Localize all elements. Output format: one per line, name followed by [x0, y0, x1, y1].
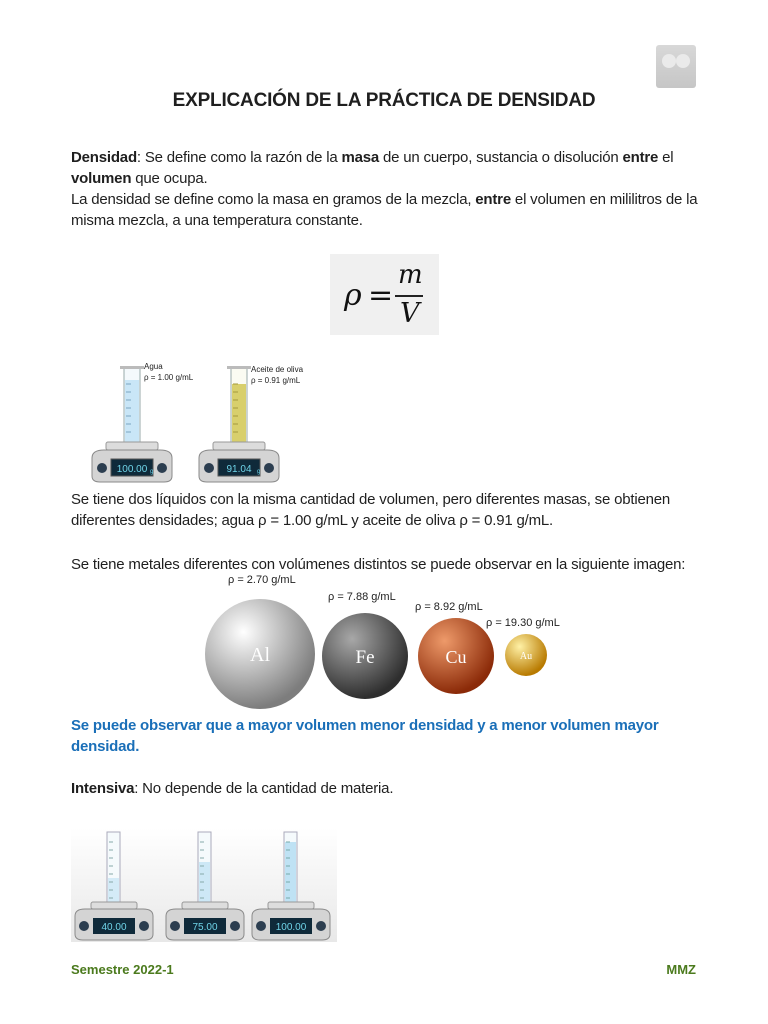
water-cylinder: [120, 366, 144, 444]
scale-2-reading: 75.00: [192, 922, 218, 933]
density-definition: [71, 147, 711, 231]
fe-symbol: Fe: [355, 647, 375, 668]
footer-semester: Semestre 2022-1: [71, 962, 174, 977]
definition-line-1: Densidad: Se define como la razón de la masa de un cuerpo, sustancia o disolución entre el: [71, 149, 674, 166]
cu-symbol: Cu: [445, 647, 467, 667]
water-scale-reading: 100.00: [116, 464, 148, 475]
footer-initials: MMZ: [666, 962, 696, 977]
al-symbol: Al: [250, 644, 270, 666]
intensive-scales-illustration: [71, 828, 337, 942]
metals-intro: Se tiene metales diferentes con volúmenes distintos se puede observar en la siguiente imagen:: [71, 556, 686, 573]
al-density-label: ρ = 2.70 g/mL: [228, 574, 296, 586]
liquids-explanation: [71, 489, 711, 531]
document-logo-icon: [656, 45, 696, 88]
metals-spheres-illustration: [200, 572, 580, 712]
formula-rho: ρ: [344, 278, 362, 313]
conclusion-line-2: densidad.: [71, 738, 140, 755]
oil-density-label: ρ = 0.91 g/mL: [251, 376, 301, 385]
intensive-label: Intensiva: [71, 780, 135, 797]
cu-density-label: ρ = 8.92 g/mL: [415, 601, 483, 613]
oil-label: Aceite de oliva: [251, 365, 304, 374]
fe-density-label: ρ = 7.88 g/mL: [328, 591, 396, 603]
intensive-definition: [71, 778, 711, 799]
formula-equals: =: [368, 278, 394, 313]
volume-density-conclusion: [71, 715, 711, 757]
page-title: EXPLICACIÓN DE LA PRÁCTICA DE DENSIDAD: [172, 90, 596, 111]
water-density-label: ρ = 1.00 g/mL: [144, 373, 194, 382]
liquids-explanation-line-1: Se tiene dos líquidos con la misma cantidad de volumen, pero diferentes masas, se obtienen: [71, 491, 671, 508]
scale-3-reading: 100.00: [275, 922, 307, 933]
formula-numerator: m: [398, 260, 423, 290]
liquids-explanation-line-2: diferentes densidades; agua ρ = 1.00 g/mL y aceite de oliva ρ = 0.91 g/mL.: [71, 512, 554, 529]
water-label: Agua: [144, 362, 163, 371]
conclusion-line-1: Se puede observar que a mayor volumen menor densidad y a menor volumen mayor: [71, 717, 659, 734]
water-scale: [92, 442, 172, 482]
scale-1-reading: 40.00: [101, 922, 127, 933]
oil-scale-reading: 91.04: [226, 464, 252, 475]
oil-scale: [199, 442, 279, 482]
definition-line-2: volumen que ocupa.: [71, 170, 208, 187]
definition-line-4: misma mezcla, a una temperatura constante.: [71, 212, 363, 229]
intensive-text: : No depende de la cantidad de materia.: [134, 780, 394, 797]
definition-line-3: La densidad se define como la masa en gramos de la mezcla, entre el volumen en mililitros de la: [71, 191, 698, 208]
liquids-scales-illustration: [74, 354, 324, 484]
density-formula: [330, 254, 439, 335]
formula-denominator: V: [400, 298, 420, 329]
oil-cylinder: [227, 366, 251, 444]
au-density-label: ρ = 19.30 g/mL: [486, 617, 560, 629]
formula-fraction-bar: [395, 295, 423, 297]
au-symbol: Au: [519, 651, 533, 662]
oil-scale-unit: g: [257, 469, 261, 475]
water-scale-unit: g: [150, 469, 154, 475]
